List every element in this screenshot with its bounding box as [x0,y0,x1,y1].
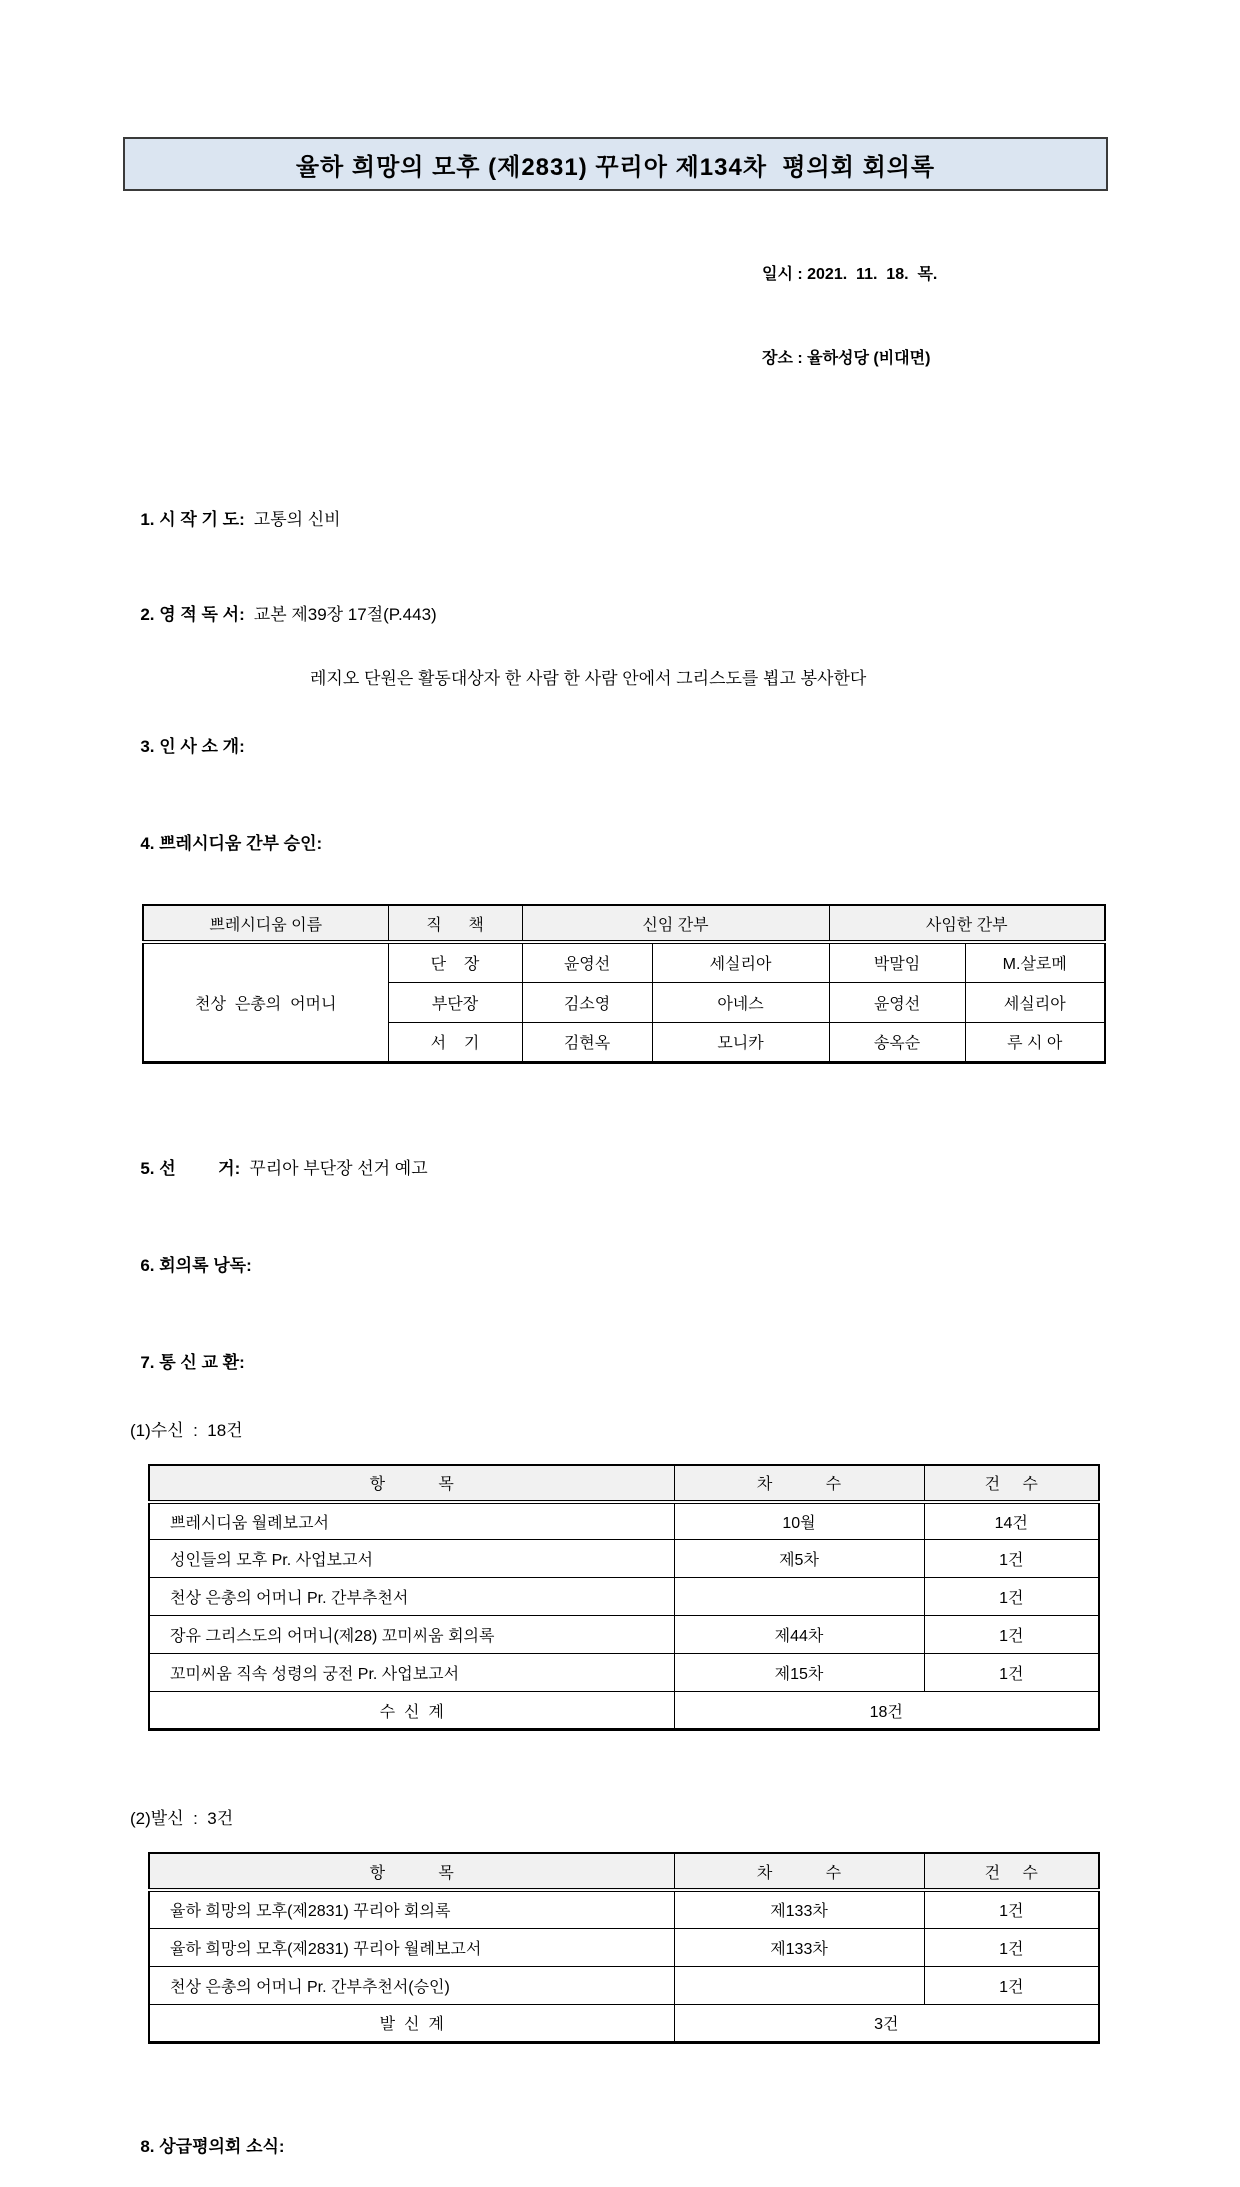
round-cell: 제133차 [674,1928,924,1966]
new-officer-name-cell: 김소영 [522,982,652,1022]
document-title: 율하 희망의 모후 (제2831) 꾸리아 제134차 평의회 회의록 [295,153,936,181]
sent-row [149,1928,1099,1966]
agenda-item-3 [112,706,1240,787]
agenda-item-3-label: 3. 인 사 소 개: [140,737,245,756]
column-header-position: 직 책 [388,905,522,942]
sent-total-row [149,2004,1099,2042]
sent-row [149,1966,1099,2004]
agenda-item-5 [112,1128,1240,1209]
agenda-item-7-label: 7. 통 신 교 환: [140,1352,245,1372]
column-header-count: 건 수 [924,1853,1099,1890]
received-total-row [149,1692,1099,1730]
count-cell: 1건 [924,1654,1099,1692]
column-header-round: 차 수 [674,1465,924,1502]
column-header-count: 건 수 [924,1465,1099,1502]
round-cell: 제44차 [674,1616,924,1654]
column-header-new-officer: 신임 간부 [522,905,829,942]
sent-row [149,1890,1099,1928]
count-cell: 1건 [924,1966,1099,2004]
received-section-label: (1)수신 : 18건 [130,1420,243,1440]
agenda-item-8-label: 8. 상급평의회 소식: [140,2136,285,2156]
officer-row [143,942,1105,982]
position-cell: 단 장 [388,942,522,982]
sent-correspondence-table [148,1852,1100,2044]
officer-table-header-row [143,905,1105,942]
received-row [149,1578,1099,1616]
round-cell: 10월 [674,1502,924,1540]
item-cell: 성인들의 모후 Pr. 사업보고서 [149,1540,674,1578]
count-cell: 1건 [924,1616,1099,1654]
round-cell: 제15차 [674,1654,924,1692]
sent-section-label: (2)발신 : 3건 [130,1809,234,1828]
count-cell: 1건 [924,1928,1099,1966]
count-cell: 1건 [924,1890,1099,1928]
resigned-officer-baptismal-cell: 루 시 아 [965,1022,1105,1062]
agenda-item-7 [112,1322,1240,1403]
round-cell: 제5차 [674,1540,924,1578]
sent-total-value-cell: 3건 [674,2004,1099,2042]
item-cell: 꼬미씨움 직속 성령의 궁전 Pr. 사업보고서 [149,1654,674,1692]
position-cell: 부단장 [388,982,522,1022]
received-correspondence-table [148,1464,1100,1732]
received-total-label-cell: 수 신 계 [149,1692,674,1730]
received-row [149,1540,1099,1578]
title-banner [123,137,1108,191]
received-row [149,1654,1099,1692]
item-cell: 쁘레시디움 월례보고서 [149,1502,674,1540]
position-cell: 서 기 [388,1022,522,1062]
received-table-header-row [149,1465,1099,1502]
spiritual-reading-quote: 레지오 단원은 활동대상자 한 사람 한 사람 안에서 그리스도를 뵙고 봉사한다 [310,669,867,688]
agenda-item-2-value: 교본 제39장 17절(P.443) [253,605,437,624]
column-header-resigned-officer: 사임한 간부 [829,905,1105,942]
presidium-officer-approval-table [142,904,1106,1064]
count-cell: 14건 [924,1502,1099,1540]
column-header-presidium-name: 쁘레시디움 이름 [143,905,388,942]
resigned-officer-name-cell: 송옥순 [829,1022,965,1062]
agenda-item-5-value: 꾸리아 부단장 선거 예고 [249,1158,428,1178]
sent-table-header-row [149,1853,1099,1890]
received-row [149,1502,1099,1540]
agenda-item-1 [112,479,1240,560]
round-cell [674,1966,924,2004]
new-officer-name-cell: 김현옥 [522,1022,652,1062]
column-header-round: 차 수 [674,1853,924,1890]
agenda-item-4 [112,803,1240,884]
agenda-item-1-label: 1. 시 작 기 도: [140,510,245,529]
item-cell: 장유 그리스도의 어머니(제28) 꼬미씨움 회의록 [149,1616,674,1654]
agenda-item-8 [112,2106,1240,2187]
agenda-item-4-label: 4. 쁘레시디움 간부 승인: [140,834,323,853]
new-officer-name-cell: 윤영선 [522,942,652,982]
new-officer-baptismal-cell: 모니카 [652,1022,829,1062]
meta-block [762,205,1240,429]
sent-total-label-cell: 발 신 계 [149,2004,674,2042]
new-officer-baptismal-cell: 세실리아 [652,942,829,982]
item-cell: 율하 희망의 모후(제2831) 꾸리아 월례보고서 [149,1928,674,1966]
count-cell: 1건 [924,1540,1099,1578]
meeting-location: 장소 : 율하성당 (비대면) [762,350,931,367]
round-cell [674,1578,924,1616]
item-cell: 천상 은총의 어머니 Pr. 간부추천서 [149,1578,674,1616]
item-cell: 천상 은총의 어머니 Pr. 간부추천서(승인) [149,1966,674,2004]
agenda-item-2 [112,574,1240,655]
new-officer-baptismal-cell: 아네스 [652,982,829,1022]
meeting-datetime: 일시 : 2021. 11. 18. 목. [762,266,938,283]
agenda-item-1-value: 고통의 신비 [253,510,341,529]
resigned-officer-baptismal-cell: M.살로메 [965,942,1105,982]
column-header-item: 항 목 [149,1853,674,1890]
round-cell: 제133차 [674,1890,924,1928]
column-header-item: 항 목 [149,1465,674,1502]
agenda-item-2-label: 2. 영 적 독 서: [140,605,245,624]
resigned-officer-baptismal-cell: 세실리아 [965,982,1105,1022]
agenda-item-5-label: 5. 선 거: [140,1158,241,1178]
agenda-item-6-label: 6. 회의록 낭독: [140,1255,252,1275]
received-row [149,1616,1099,1654]
agenda-content [112,479,1240,2187]
presidium-name-cell: 천상 은총의 어머니 [143,942,388,1062]
count-cell: 1건 [924,1578,1099,1616]
resigned-officer-name-cell: 윤영선 [829,982,965,1022]
resigned-officer-name-cell: 박말임 [829,942,965,982]
item-cell: 율하 희망의 모후(제2831) 꾸리아 회의록 [149,1890,674,1928]
received-total-value-cell: 18건 [674,1692,1099,1730]
agenda-item-6 [112,1225,1240,1306]
